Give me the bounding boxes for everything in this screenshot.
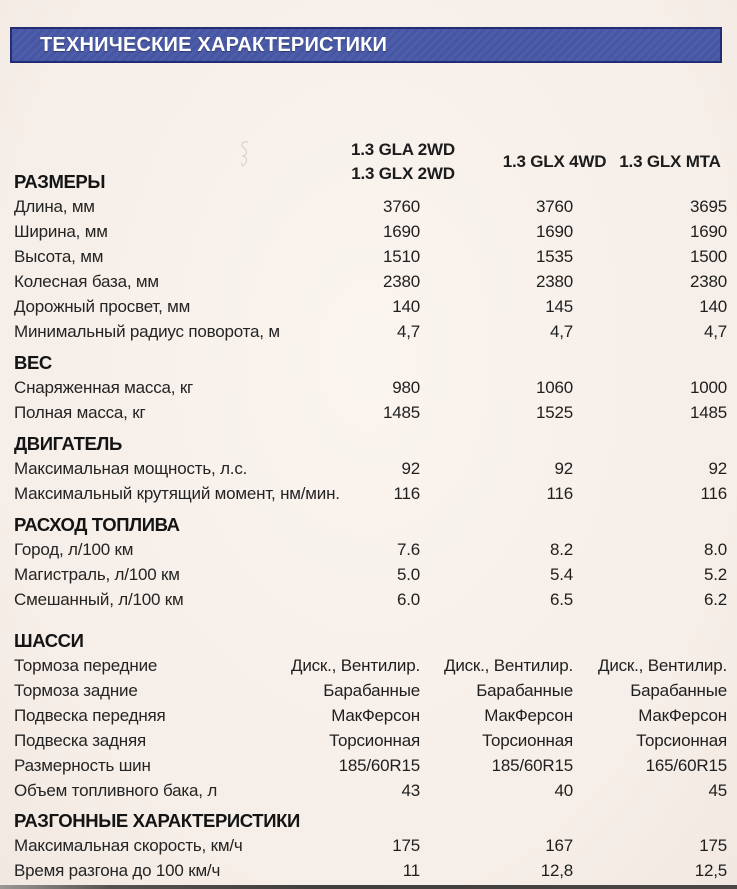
row-label: Подвеска задняя	[14, 730, 146, 750]
spec-row	[14, 244, 727, 269]
row-value-col1: 140	[392, 296, 420, 316]
spec-row	[14, 587, 727, 612]
row-value-col3: 5.2	[703, 564, 727, 584]
row-label: Дорожный просвет, мм	[14, 296, 191, 316]
spec-row	[14, 778, 727, 803]
row-value-col2: Диск., Вентилир.	[444, 655, 573, 675]
row-value-col1: 185/60R15	[338, 755, 420, 775]
spec-row	[14, 481, 727, 506]
row-value-col1: 1485	[382, 402, 420, 422]
scan-bottom-edge	[0, 885, 737, 889]
row-label: Максимальная скорость, км/ч	[14, 835, 243, 855]
spec-row	[14, 294, 727, 319]
spec-sections	[14, 169, 727, 883]
row-value-col1: 175	[392, 835, 420, 855]
row-value-col2: 116	[546, 483, 573, 503]
title-banner	[10, 27, 722, 63]
spec-row	[14, 858, 727, 883]
row-value-col3: 165/60R15	[645, 755, 727, 775]
row-value-col2: 2380	[535, 271, 573, 291]
row-value-col2: 4,7	[549, 321, 573, 341]
row-label: Объем топливного бака, л	[14, 780, 218, 800]
column-header-trim-3: 1.3 GLX MTA	[619, 152, 721, 171]
row-value-col3: 1500	[689, 246, 727, 266]
row-value-col2: 12,8	[540, 860, 573, 880]
row-value-col1: 5.0	[396, 564, 420, 584]
row-value-col2: Барабанные	[476, 680, 573, 700]
spec-row	[14, 400, 727, 425]
row-value-col1: 2380	[382, 271, 420, 291]
row-value-col1: 92	[401, 458, 420, 478]
spec-section	[14, 512, 727, 612]
row-value-col2: МакФерсон	[484, 705, 573, 725]
row-value-col1: 43	[401, 780, 420, 800]
spec-row	[14, 562, 727, 587]
row-label: Тормоза задние	[14, 680, 138, 700]
spec-row	[14, 319, 727, 344]
section-title: РАСХОД ТОПЛИВА	[14, 513, 180, 535]
row-value-col1: 6.0	[396, 589, 420, 609]
spec-row	[14, 728, 727, 753]
row-value-col1: Барабанные	[323, 680, 420, 700]
row-value-col2: 1690	[535, 221, 573, 241]
row-value-col1: МакФерсон	[331, 705, 420, 725]
row-value-col3: 1690	[689, 221, 727, 241]
row-value-col2: 145	[545, 296, 573, 316]
row-value-col1: 116	[393, 483, 420, 503]
row-value-col2: 6.5	[549, 589, 573, 609]
section-title: РАЗГОННЫЕ ХАРАКТЕРИСТИКИ	[14, 809, 300, 831]
row-value-col2: 3760	[535, 196, 573, 216]
row-value-col3: 1485	[689, 402, 727, 422]
spec-section	[14, 431, 727, 506]
column-header-trim-1-line-2: 1.3 GLX 2WD	[351, 164, 455, 183]
row-label: Высота, мм	[14, 246, 104, 266]
row-label: Время разгона до 100 км/ч	[14, 860, 221, 880]
row-value-col1: 11	[402, 860, 420, 880]
row-label: Минимальный радиус поворота, м	[14, 321, 280, 341]
row-value-col3: МакФерсон	[638, 705, 727, 725]
row-value-col2: 5.4	[549, 564, 573, 584]
spec-section	[14, 169, 727, 344]
section-title: ДВИГАТЕЛЬ	[14, 432, 122, 454]
spec-section	[14, 350, 727, 425]
row-label: Максимальный крутящий момент, нм/мин.	[14, 483, 340, 503]
row-label: Смешанный, л/100 км	[14, 589, 184, 609]
row-value-col3: 4,7	[703, 321, 727, 341]
spec-row	[14, 456, 727, 481]
row-label: Длина, мм	[14, 196, 95, 216]
spec-row	[14, 703, 727, 728]
section-title: ВЕС	[14, 351, 52, 373]
row-value-col3: 12,5	[694, 860, 727, 880]
spec-row	[14, 269, 727, 294]
row-label: Размерность шин	[14, 755, 151, 775]
row-label: Полная масса, кг	[14, 402, 146, 422]
section-title: РАЗМЕРЫ	[14, 170, 106, 192]
row-value-col1: 980	[392, 377, 420, 397]
row-value-col2: 40	[554, 780, 573, 800]
section-title: ШАССИ	[14, 629, 84, 651]
spec-row	[14, 219, 727, 244]
row-value-col1: 3760	[382, 196, 420, 216]
spec-row	[14, 753, 727, 778]
column-header-trim-2: 1.3 GLX 4WD	[502, 152, 607, 171]
row-value-col3: Диск., Вентилир.	[598, 655, 727, 675]
row-value-col3: 92	[708, 458, 727, 478]
row-value-col1: 1510	[382, 246, 420, 266]
spec-row	[14, 537, 727, 562]
row-label: Тормоза передние	[14, 655, 158, 675]
spec-table	[14, 135, 727, 883]
row-value-col3: 140	[699, 296, 727, 316]
row-value-col3: 175	[699, 835, 727, 855]
spec-section	[14, 628, 727, 803]
row-value-col2: Торсионная	[482, 730, 573, 750]
spec-row	[14, 833, 727, 858]
row-value-col3: 3695	[689, 196, 727, 216]
row-value-col3: 1000	[689, 377, 727, 397]
row-value-col2: 8.2	[549, 539, 573, 559]
row-value-col3: Барабанные	[630, 680, 727, 700]
row-value-col2: 167	[545, 835, 573, 855]
row-value-col1: Диск., Вентилир.	[291, 655, 420, 675]
row-label: Магистраль, л/100 км	[14, 564, 180, 584]
column-header-trim-1-line-1: 1.3 GLA 2WD	[351, 140, 455, 159]
row-value-col2: 92	[554, 458, 573, 478]
row-label: Город, л/100 км	[14, 539, 134, 559]
row-label: Ширина, мм	[14, 221, 108, 241]
row-value-col1: Торсионная	[329, 730, 420, 750]
page-title: ТЕХНИЧЕСКИЕ ХАРАКТЕРИСТИКИ	[40, 33, 388, 56]
spec-row	[14, 653, 727, 678]
spec-section	[14, 808, 727, 883]
row-value-col1: 4,7	[396, 321, 420, 341]
spec-row	[14, 375, 727, 400]
row-value-col1: 1690	[382, 221, 420, 241]
row-label: Снаряженная масса, кг	[14, 377, 194, 397]
row-value-col3: 2380	[689, 271, 727, 291]
spec-row	[14, 678, 727, 703]
row-value-col1: 7.6	[396, 539, 420, 559]
row-value-col3: 6.2	[703, 589, 727, 609]
row-value-col2: 1525	[535, 402, 573, 422]
row-value-col3: Торсионная	[636, 730, 727, 750]
row-value-col2: 185/60R15	[491, 755, 573, 775]
row-value-col3: 116	[700, 483, 727, 503]
row-value-col2: 1535	[535, 246, 573, 266]
row-label: Максимальная мощность, л.с.	[14, 458, 248, 478]
row-value-col3: 45	[708, 780, 727, 800]
column-header-trim-1	[338, 138, 468, 186]
row-value-col2: 1060	[535, 377, 573, 397]
row-value-col3: 8.0	[703, 539, 727, 559]
row-label: Колесная база, мм	[14, 271, 159, 291]
row-label: Подвеска передняя	[14, 705, 166, 725]
spec-row	[14, 194, 727, 219]
